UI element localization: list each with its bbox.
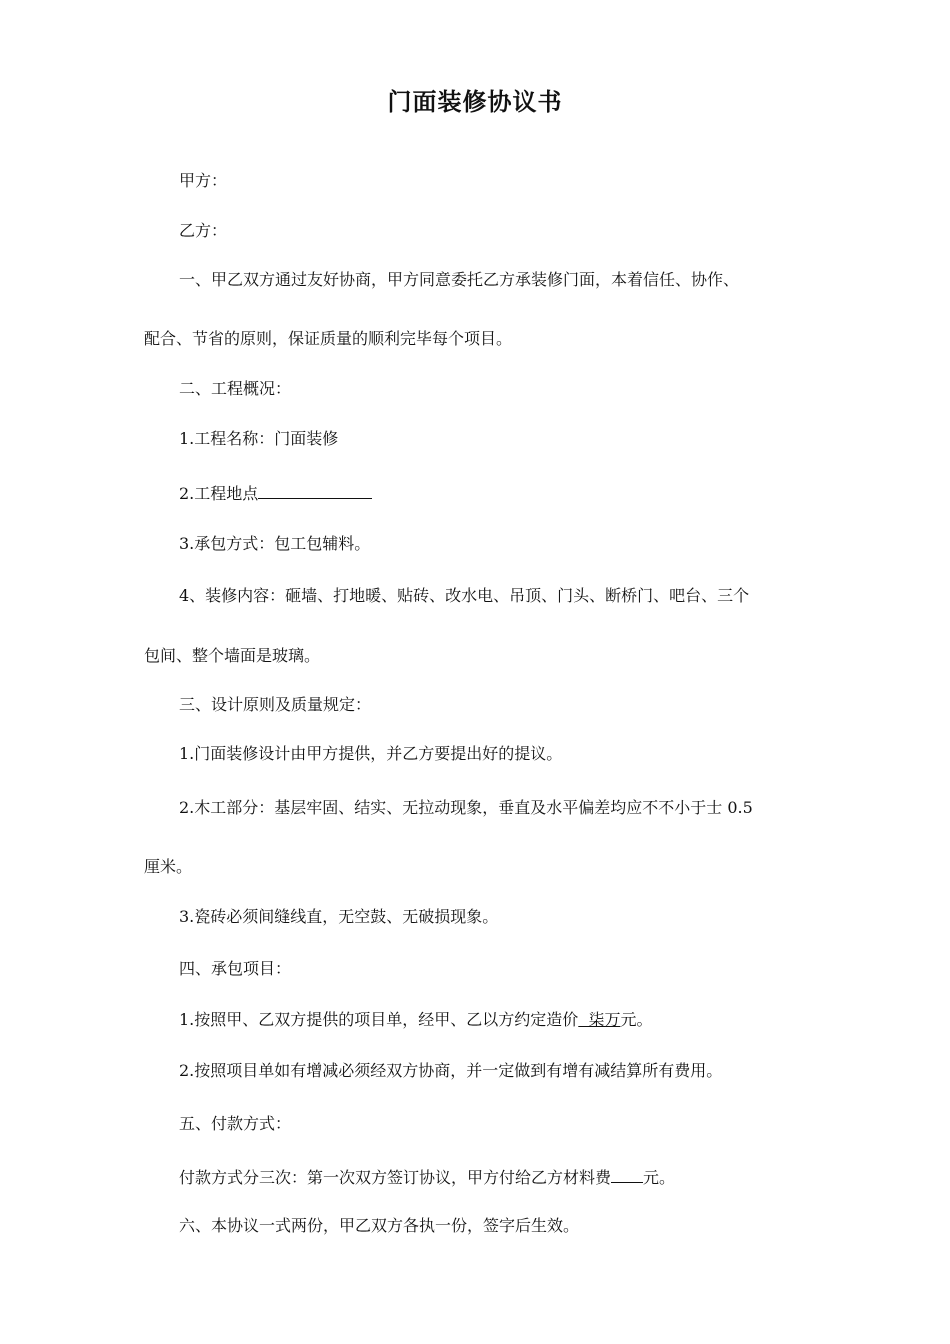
section-6-text: 六、本协议一式两份，甲乙双方各执一份，签字后生效。 [179,1216,580,1235]
party-a-label: 甲方： [179,171,228,190]
carpentry-line-2: 厘米。 [144,857,193,876]
payment-line [179,1164,675,1189]
project-location-blank [258,480,372,499]
party-b-label: 乙方： [179,221,228,240]
payment-line-prefix: 付款方式分三次：第一次双方签订协议，甲方付给乙方材料费 [179,1168,612,1187]
price-value: 柒万 [578,1010,621,1029]
decoration-content-line-1: 4、装修内容：砸墙、打地暖、贴砖、改水电、吊顶、门头、断桥门、吧台、三个 [179,586,750,605]
price-line [179,1009,652,1031]
carpentry-line-1: 2.木工部分：基层牢固、结实、无拉动现象，垂直及水平偏差均应不不小于士 0.5 [179,798,753,817]
section-4-heading: 四、承包项目： [179,959,292,978]
material-fee-blank [611,1164,643,1183]
payment-line-suffix: 元。 [643,1168,676,1187]
tile-requirement-line: 3.瓷砖必须间缝线直，无空鼓、无破损现象。 [179,907,499,926]
price-line-suffix: 元。 [620,1010,653,1029]
design-provision-line: 1.门面装修设计由甲方提供，并乙方要提出好的提议。 [179,744,563,763]
project-name-line: 1.工程名称：门面装修 [179,429,339,448]
section-1-line-1: 一、甲乙双方通过友好协商，甲方同意委托乙方承装修门面，本着信任、协作、 [179,270,740,289]
section-1-line-2: 配合、节省的原则，保证质量的顺利完毕每个项目。 [144,329,513,348]
contract-mode-line: 3.承包方式：包工包辅料。 [179,534,371,553]
change-settlement-line: 2.按照项目单如有增减必须经双方协商，并一定做到有增有减结算所有费用。 [179,1061,723,1080]
section-5-heading: 五、付款方式： [179,1114,292,1133]
project-location-label: 2.工程地点 [179,484,259,503]
section-3-heading: 三、设计原则及质量规定： [179,695,372,714]
price-line-prefix: 1.按照甲、乙双方提供的项目单，经甲、乙以方约定造价 [179,1010,579,1029]
project-location-line [179,480,372,505]
document-title: 门面装修协议书 [387,88,563,116]
section-2-heading: 二、工程概况： [179,379,292,398]
decoration-content-line-2: 包间、整个墙面是玻璃。 [144,646,321,665]
